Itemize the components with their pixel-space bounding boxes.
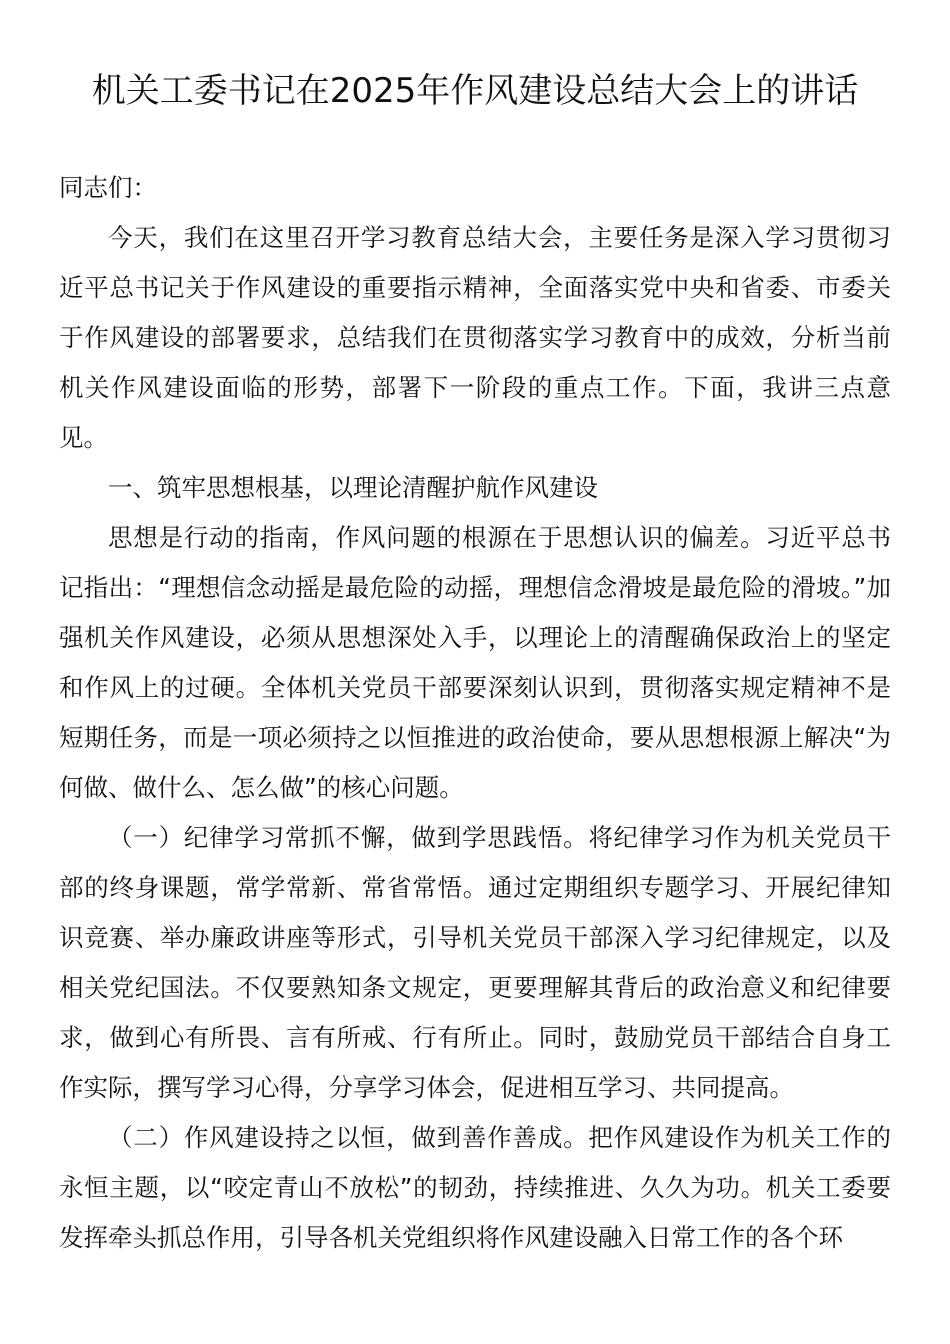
paragraph-intro: 今天，我们在这里召开学习教育总结大会，主要任务是深入学习贯彻习近平总书记关于作风建设的重要指示精神，全面落实党中央和省委、市委关于作风建设的部署要求，总结我们在贯彻落实学习教育中的成效，分析当前机关作风建设面临的形势，部署下一阶段的重点工作。下面，我讲三点意见。 [59,223,891,452]
section-heading-1: 一、筑牢思想根基，以理论清醒护航作风建设 [108,473,598,502]
paragraph-subsection-1: （一）纪律学习常抓不懈，做到学思践悟。将纪律学习作为机关党员干部的终身课题，常学常新、常省常悟。通过定期组织专题学习、开展纪律知识竞赛、举办廉政讲座等形式，引导机关党员干部深入学习纪律规定，以及相关党纪国法。不仅要熟知条文规定，更要理解其背后的政治意义和纪律要求，做到心有所畏、言有所戒、行有所止。同时，鼓励党员干部结合自身工作实际，撰写学习心得，分享学习体会，促进相互学习、共同提高。 [59,823,891,1102]
paragraph-subsection-2: （二）作风建设持之以恒，做到善作善成。把作风建设作为机关工作的永恒主题，以“咬定青山不放松”的韧劲，持续推进、久久为功。机关工委要发挥牵头抓总作用，引导各机关党组织将作风建设融入日常工作的各个环 [59,1123,891,1252]
document-body [59,163,891,1263]
salutation: 同志们： [59,173,157,202]
document-title: 机关工委书记在2025年作风建设总结大会上的讲话 [91,71,859,111]
paragraph-section-1: 思想是行动的指南，作风问题的根源在于思想认识的偏差。习近平总书记指出：“理想信念动摇是最危险的动摇，理想信念滑坡是最危险的滑坡。”加强机关作风建设，必须从思想深处入手，以理论上的清醒确保政治上的坚定和作风上的过硬。全体机关党员干部要深刻认识到，贯彻落实规定精神不是短期任务，而是一项必须持之以恒推进的政治使命，要从思想根源上解决“为何做、做什么、怎么做”的核心问题。 [59,523,891,802]
